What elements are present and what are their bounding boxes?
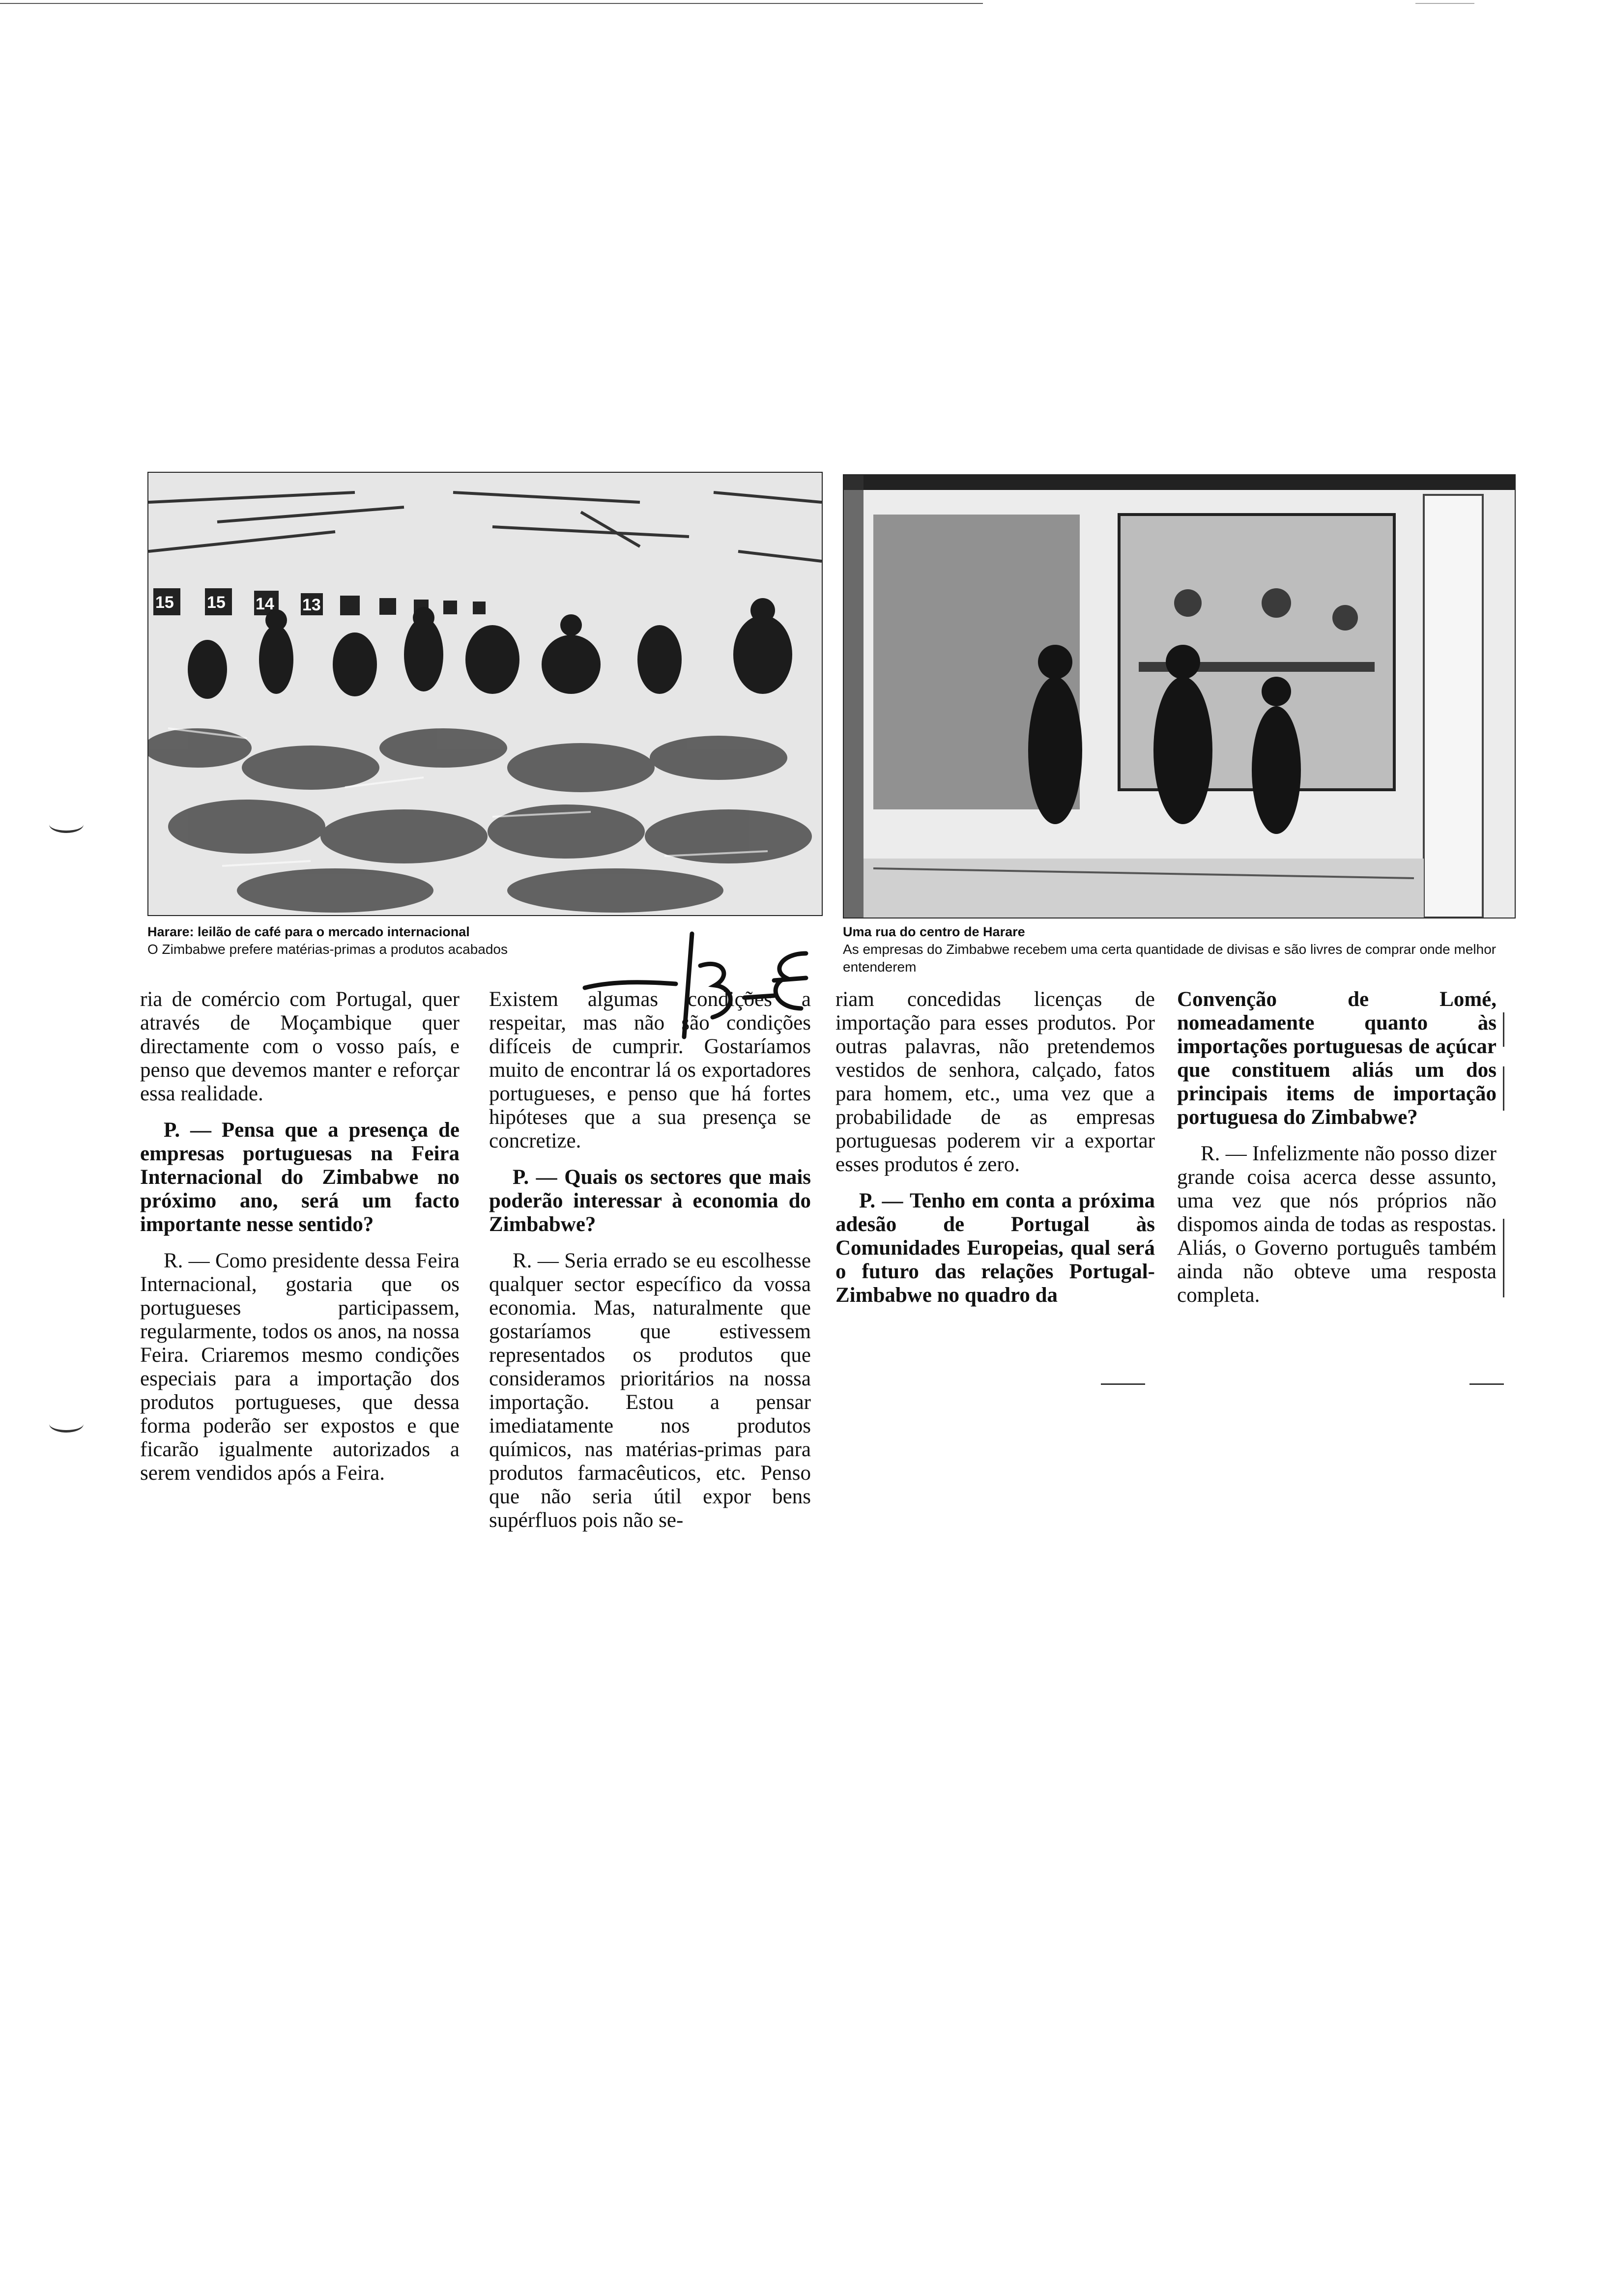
answer xyxy=(1177,1142,1497,1307)
question-label: P. — xyxy=(513,1166,557,1189)
question xyxy=(489,1166,811,1236)
lot-sign: 13 xyxy=(302,596,321,614)
margin-mark xyxy=(1503,1066,1504,1111)
street-caption xyxy=(843,923,1531,976)
paragraph: Existem algumas condições a respeitar, mas não são condições difíceis de cumprir. Gostaríamos muito de encontrar lá os exportadores portugueses, e penso que há fortes hipóteses que a sua presença se concretize. xyxy=(489,988,811,1152)
answer xyxy=(140,1249,460,1485)
answer-label: R. — xyxy=(513,1249,559,1272)
question-text: Quais os sectores que mais poderão interessar à economia do Zimbabwe? xyxy=(489,1166,811,1236)
lot-sign: 14 xyxy=(256,595,274,613)
handwriting-stroke xyxy=(745,996,774,998)
question-continuation: Convenção de Lomé, nomeadamente quanto às importações portuguesas de açúcar que constituem aliás um dos principais items de importação portuguesa do Zimbabwe? xyxy=(1177,988,1497,1129)
caption-title: Harare: leilão de café para o mercado internacional xyxy=(147,924,470,939)
caption-subtitle: O Zimbabwe prefere matérias-primas a produtos acabados xyxy=(147,942,508,957)
article-column-4 xyxy=(1177,988,1497,1320)
question xyxy=(140,1119,460,1236)
question-text: Pensa que a presença de empresas portuguesas na Feira Internacional do Zimbabwe no próximo ano, será um facto importante nesse sentido? xyxy=(140,1119,460,1236)
lot-sign: 15 xyxy=(207,593,226,612)
handwriting-stroke xyxy=(774,978,806,980)
scan-edge-line xyxy=(0,3,983,4)
question-label: P. — xyxy=(859,1189,903,1212)
coffee-auction-illustration xyxy=(148,473,822,915)
scan-edge-line xyxy=(1415,3,1474,4)
paragraph: riam concedidas licenças de importação para esses produtos. Por outras palavras, não pretendemos vestidos de senhora, calçado, fatos para homem, etc., uma vez que a probabilidade de as empresas portuguesas poderem vir a exportar esses produtos é zero. xyxy=(835,988,1155,1176)
question xyxy=(835,1189,1155,1307)
caption-subtitle: As empresas do Zimbabwe recebem uma certa quantidade de divisas e são livres de comprar onde melhor entenderem xyxy=(843,942,1497,975)
question-text: Tenho em conta a próxima adesão de Portugal às Comunidades Europeias, qual será o futuro das relações Portugal-Zimbabwe no quadro da xyxy=(835,1189,1155,1307)
article-column-3 xyxy=(835,988,1155,1320)
handwriting-stroke xyxy=(585,982,676,988)
answer-text: Seria errado se eu escolhesse qualquer sector específico da vossa economia. Mas, naturalmente que gostaríamos que estivessem representados os produtos que consideramos prioritários na nossa importação. Estou a pensar imediatamente nos produtos químicos, nas matérias-primas para produtos farmacêuticos, etc. Penso que não seria útil expor bens supérfluos pois não se- xyxy=(489,1249,811,1532)
answer-label: R. — xyxy=(164,1249,210,1272)
end-rule xyxy=(1101,1383,1145,1385)
margin-mark xyxy=(1503,1012,1504,1047)
answer-text: Como presidente dessa Feira Internacional, gostaria que os portugueses participassem, regularmente, todos os anos, na nossa Feira. Criaremos mesmo condições especiais para a importação dos produtos portugueses, que dessa forma poderão ser expostos e que ficarão igualmente autorizados a serem vendidos após a Feira. xyxy=(140,1249,460,1485)
caption-title: Uma rua do centro de Harare xyxy=(843,924,1025,939)
handwriting-stroke xyxy=(700,964,730,1017)
binding-mark xyxy=(49,1415,84,1433)
handwritten-mark xyxy=(575,924,831,1042)
harare-street-photo xyxy=(843,474,1516,918)
lot-sign: 15 xyxy=(155,593,174,612)
article-column-1 xyxy=(140,988,460,1498)
article-column-2 xyxy=(489,988,811,1545)
answer-label: R. — xyxy=(1201,1142,1247,1165)
end-rule xyxy=(1469,1383,1504,1385)
handwriting-stroke xyxy=(684,934,692,1037)
answer xyxy=(489,1249,811,1532)
binding-mark xyxy=(49,816,84,833)
margin-mark xyxy=(1503,1219,1504,1297)
coffee-auction-photo xyxy=(147,472,823,916)
answer-text: Infelizmente não posso dizer grande coisa acerca desse assunto, uma vez que nós próprios não dispomos ainda de todas as respostas. Aliás, o Governo português também ainda não obteve uma resposta completa. xyxy=(1177,1142,1497,1307)
street-illustration xyxy=(844,475,1515,918)
paragraph: ria de comércio com Portugal, quer através de Moçambique quer directamente com o vosso país, e penso que devemos manter e reforçar essa realidade. xyxy=(140,988,460,1105)
question-label: P. — xyxy=(164,1119,211,1142)
